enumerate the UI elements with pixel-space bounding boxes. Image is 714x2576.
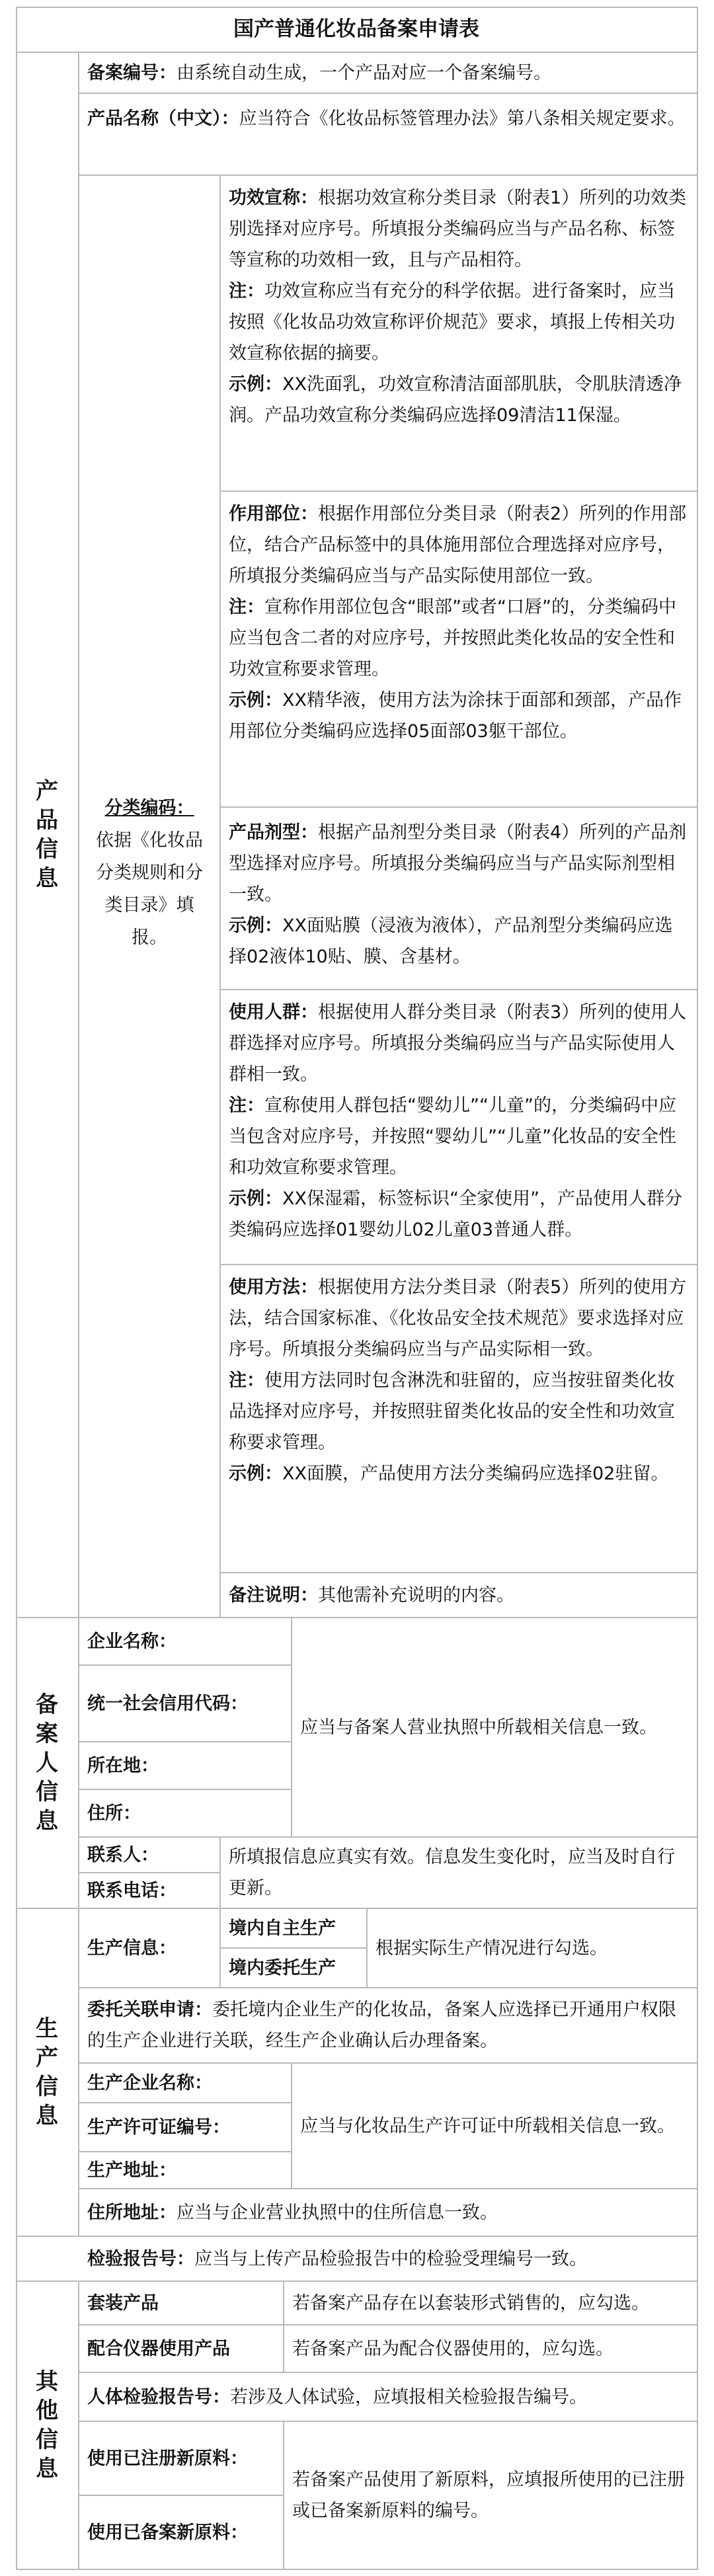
- inspection-text: 应当与上传产品检验报告中的检验受理编号一致。: [194, 2248, 587, 2269]
- inspection-report-row: [16, 2237, 698, 2282]
- license-label-text: 生产许可证编号：: [87, 2117, 230, 2138]
- dosage-label: 产品剂型：: [229, 822, 318, 843]
- contact-label-text: 联系人：: [87, 1844, 159, 1865]
- efficacy-note-label: 注：: [229, 281, 264, 301]
- applicant-match-text: 应当与备案人营业执照中所载相关信息一致。: [300, 1717, 657, 1738]
- remarks-cell: [221, 1573, 698, 1618]
- method-note-label: 注：: [229, 1370, 264, 1391]
- new-material-note-text: 若备案产品使用了新原料，应填报所使用的已注册或已备案新原料的编号。: [292, 2470, 685, 2521]
- production-note: [368, 1909, 698, 1988]
- entrusted-production-option[interactable]: [221, 1949, 368, 1988]
- kit-text: 若备案产品存在以套装形式销售的，应勾选。: [292, 2292, 649, 2314]
- registered-material-label: [79, 2422, 284, 2496]
- section-label-production-text: 生产信息: [36, 2015, 58, 2129]
- section-label-other: [16, 2282, 79, 2570]
- production-label-text: 生产信息：: [87, 1937, 177, 1959]
- entrusted-production-text: 境内委托生产: [229, 1957, 336, 1978]
- contact-label: [79, 1838, 221, 1873]
- section-label-applicant: [16, 1618, 79, 1909]
- method-example-label: 示例：: [229, 1464, 282, 1484]
- human-test-row: [79, 2373, 698, 2422]
- recorded-material-label: [79, 2496, 284, 2570]
- kit-product-option[interactable]: [79, 2282, 284, 2325]
- site-label: 作用部位：: [229, 504, 318, 524]
- device-product-option[interactable]: [79, 2325, 284, 2373]
- section-label-applicant-text: 备案人信息: [36, 1692, 58, 1834]
- production-address-label: [79, 2152, 292, 2189]
- method-text: 根据使用方法分类目录（附表5）所列的使用方法，结合国家标准、《化妆品安全技术规范》要求选择对应序号。所填报分类编码应当与产品实际相一致。: [229, 1277, 687, 1360]
- phone-label-text: 联系电话：: [87, 1880, 177, 1901]
- form-title-text: 国产普通化妆品备案申请表: [233, 17, 479, 41]
- device-note: [284, 2325, 698, 2373]
- human-test-label: 人体检验报告号：: [87, 2386, 230, 2407]
- device-text: 若备案产品为配合仪器使用的，应勾选。: [292, 2338, 614, 2359]
- credit-code-label-text: 统一社会信用代码：: [87, 1693, 248, 1714]
- application-form: [16, 7, 698, 2570]
- population-text: 根据使用人群分类目录（附表3）所列的使用人群选择对应序号。所填报分类编码应当与产品实际使用人群相一致。: [229, 1002, 687, 1085]
- location-label-text: 所在地：: [87, 1755, 159, 1776]
- company-name-label-text: 企业名称：: [87, 1631, 177, 1652]
- population-label: 使用人群：: [229, 1002, 318, 1023]
- applicant-match-note: [292, 1618, 698, 1838]
- residence-text: 应当与企业营业执照中的住所信息一致。: [177, 2202, 498, 2223]
- device-label: 配合仪器使用产品: [87, 2338, 230, 2359]
- section-label-other-text: 其他信息: [36, 2368, 58, 2482]
- residence-row: [79, 2189, 698, 2237]
- contact-note: [221, 1838, 698, 1909]
- kit-note: [284, 2282, 698, 2325]
- license-note: [292, 2064, 698, 2189]
- record-number-label: 备案编号：: [87, 62, 177, 83]
- company-name-label: [79, 1618, 292, 1666]
- self-production-option[interactable]: [221, 1909, 368, 1949]
- address-label-text: 住所：: [87, 1803, 141, 1824]
- remarks-text: 其他需补充说明的内容。: [318, 1584, 514, 1606]
- section-label-production: [16, 1909, 79, 2237]
- recorded-material-text: 使用已备案新原料：: [87, 2522, 248, 2543]
- license-label: [79, 2103, 292, 2152]
- dosage-form-cell: [221, 808, 698, 990]
- efficacy-label: 功效宣称：: [229, 188, 318, 208]
- registered-material-text: 使用已注册新原料：: [87, 2448, 248, 2469]
- application-site-cell: [221, 492, 698, 808]
- dosage-text: 根据产品剂型分类目录（附表4）所列的产品剂型选择对应序号。所填报分类编码应当与产品实际剂型相一致。: [229, 822, 687, 905]
- efficacy-note: 功效宣称应当有充分的科学依据。进行备案时，应当按照《化妆品功效宣称评价规范》要求，填报上传相关功效宣称依据的摘要。: [229, 281, 675, 364]
- location-label: [79, 1742, 292, 1790]
- classification-code-text: 依据《化妆品分类规则和分类目录》填报。: [96, 830, 203, 948]
- dosage-example-label: 示例：: [229, 916, 282, 936]
- address-label: [79, 1790, 292, 1838]
- classification-code-cell: [79, 176, 221, 1618]
- manufacturer-label-text: 生产企业名称：: [87, 2072, 212, 2093]
- manufacturer-label: [79, 2064, 292, 2103]
- entrust-link-row: [79, 1988, 698, 2064]
- method-example: XX面膜，产品使用方法分类编码应选择02驻留。: [282, 1464, 669, 1484]
- method-label: 使用方法：: [229, 1277, 318, 1298]
- dosage-example: XX面贴膜（浸液为液体），产品剂型分类编码应选择02液体10贴、膜、含基材。: [229, 916, 673, 967]
- section-label-product: [16, 53, 79, 1618]
- record-number-row: [79, 53, 698, 94]
- site-note-label: 注：: [229, 597, 264, 617]
- self-production-text: 境内自主生产: [229, 1918, 336, 1939]
- site-text: 根据作用部位分类目录（附表2）所列的作用部位，结合产品标签中的具体施用部位合理选择对应序号，所填报分类编码应当与产品实际使用部位一致。: [229, 504, 687, 586]
- efficacy-text: 根据功效宣称分类目录（附表1）所列的功效类别选择对应序号。所填报分类编码应当与产品名称、标签等宣称的功效相一致，且与产品相符。: [229, 188, 687, 270]
- contact-note-text: 所填报信息应真实有效。信息发生变化时，应当及时自行更新。: [229, 1847, 675, 1898]
- site-note: 宣称作用部位包含“眼部”或者“口唇”的，分类编码中应当包含二者的对应序号，并按照此类化妆品的安全性和功效宣称要求管理。: [229, 597, 676, 680]
- production-address-label-text: 生产地址：: [87, 2160, 177, 2181]
- population-note-label: 注：: [229, 1095, 264, 1116]
- production-note-text: 根据实际生产情况进行勾选。: [376, 1937, 608, 1959]
- license-note-text: 应当与化妆品生产许可证中所载相关信息一致。: [300, 2115, 675, 2136]
- product-name-label: 产品名称（中文）：: [87, 108, 239, 129]
- form-title: [16, 7, 698, 53]
- population-note: 宣称使用人群包括“婴幼儿”“儿童”的，分类编码中应当包含对应序号，并按照“婴幼儿”“儿童”化妆品的安全性和功效宣称要求管理。: [229, 1095, 676, 1178]
- target-population-cell: [221, 990, 698, 1265]
- section-label-product-text: 产品信息: [36, 778, 58, 892]
- production-label: [79, 1909, 221, 1988]
- usage-method-cell: [221, 1265, 698, 1573]
- kit-label: 套装产品: [87, 2292, 159, 2314]
- phone-label: [79, 1873, 221, 1909]
- product-name-text: 应当符合《化妆品标签管理办法》第八条相关规定要求。: [239, 108, 686, 129]
- entrust-link-text: 委托境内企业生产的化妆品，备案人应选择已开通用户权限的生产企业进行关联，经生产企业确认后办理备案。: [87, 2000, 676, 2051]
- entrust-link-label: 委托关联申请：: [87, 2000, 212, 2020]
- efficacy-example-label: 示例：: [229, 374, 282, 395]
- new-material-note: [284, 2422, 698, 2570]
- classification-code-label: 分类编码：: [104, 797, 194, 818]
- efficacy-example: XX洗面乳，功效宣称清洁面部肌肤，令肌肤清透净润。产品功效宣称分类编码应选择09清洁11保湿。: [229, 374, 682, 426]
- site-example-label: 示例：: [229, 690, 282, 711]
- method-note: 使用方法同时包含淋洗和驻留的，应当按驻留类化妆品选择对应序号，并按照驻留类化妆品的安全性和功效宣称要求管理。: [229, 1370, 675, 1453]
- inspection-label: 检验报告号：: [87, 2248, 194, 2269]
- remarks-label: 备注说明：: [229, 1584, 318, 1606]
- residence-label: 住所地址：: [87, 2202, 177, 2223]
- efficacy-claim-cell: [221, 176, 698, 492]
- record-number-text: 由系统自动生成，一个产品对应一个备案编号。: [177, 62, 551, 83]
- population-example: XX保湿霜，标签标识“全家使用”，产品使用人群分类编码应选择01婴幼儿02儿童03普通人群。: [229, 1189, 682, 1240]
- product-name-row: [79, 94, 698, 176]
- human-test-text: 若涉及人体试验，应填报相关检验报告编号。: [230, 2386, 587, 2407]
- population-example-label: 示例：: [229, 1189, 282, 1209]
- site-example: XX精华液，使用方法为涂抹于面部和颈部，产品作用部位分类编码应选择05面部03躯干部位。: [229, 690, 682, 742]
- credit-code-label: [79, 1666, 292, 1742]
